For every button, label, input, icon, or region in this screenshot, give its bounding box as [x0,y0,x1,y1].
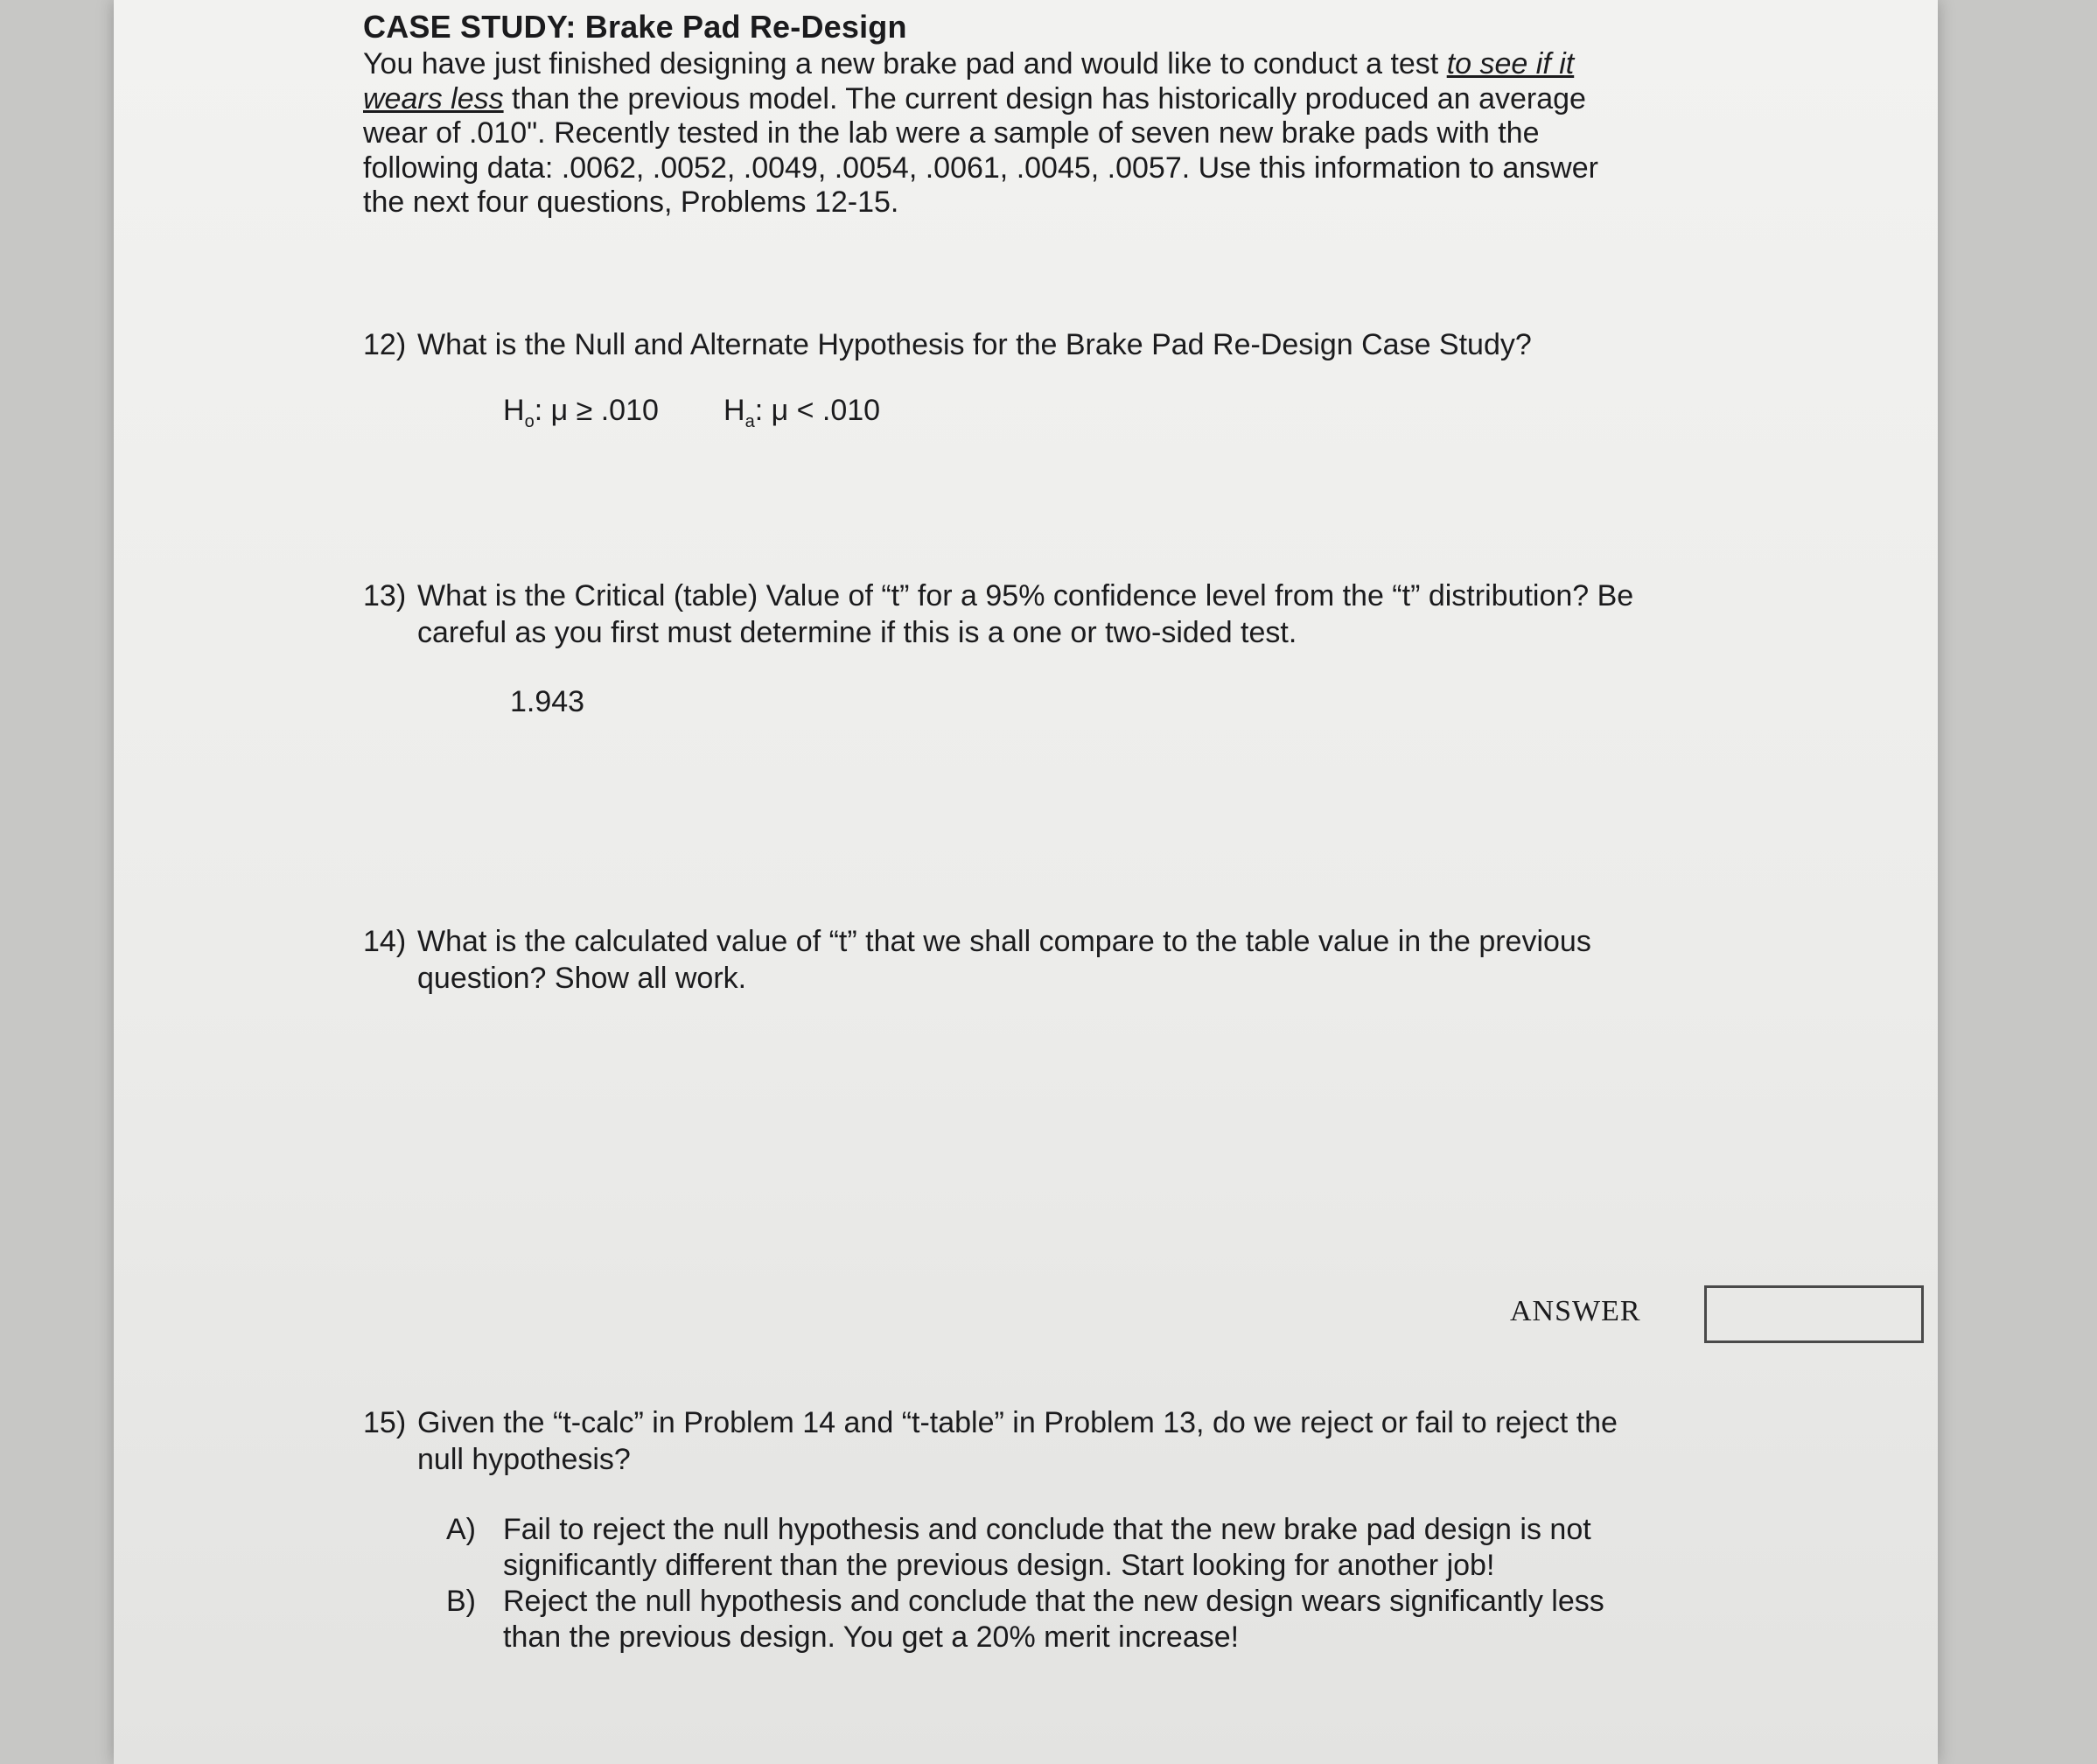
worksheet-content [363,9,1815,1654]
alternate-hypothesis [723,394,880,432]
worksheet-page [114,0,1938,1764]
question-15-text-line2: null hypothesis? [417,1443,631,1476]
null-hypothesis-subscript: o [524,411,535,431]
question-14-text-line1: What is the calculated value of “t” that we shall compare to the table value in the previous [417,925,1591,958]
alternate-hypothesis-symbol: H [723,394,745,427]
question-12-text: What is the Null and Alternate Hypothesis for the Brake Pad Re-Design Case Study? [417,328,1532,361]
question-12-number: 12) [363,328,407,361]
case-study-title: CASE STUDY: Brake Pad Re-Design [363,9,907,45]
null-hypothesis-value: : μ ≥ .010 [534,394,659,427]
answer-label: ANSWER [1510,1295,1641,1327]
question-13 [363,578,1815,651]
question-12 [363,326,1675,363]
intro-text-start: You have just finished designing a new brake pad and would like to conduct a test [363,47,1447,80]
question-14-text-line2: question? Show all work. [417,962,747,995]
option-b-text-line2: than the previous design. You get a 20% merit increase! [503,1620,1240,1654]
option-a-text-line1: Fail to reject the null hypothesis and conclude that the new brake pad design is not [503,1513,1591,1546]
null-hypothesis [503,394,659,432]
answer-box[interactable] [1704,1285,1924,1343]
alternate-hypothesis-value: : μ < .010 [754,394,881,427]
null-hypothesis-symbol: H [503,394,525,427]
question-13-number: 13) [363,579,407,612]
option-b[interactable] [446,1584,1636,1656]
option-a[interactable] [446,1512,1636,1584]
case-study-intro [363,47,1640,220]
intro-emphasis: to see if it wears less [363,47,1575,116]
question-14-number: 14) [363,925,407,958]
option-b-label: B) [446,1585,476,1618]
question-13-text-line1: What is the Critical (table) Value of “t” for a 95% confidence level from the “t” distribution? Be [417,579,1634,612]
option-b-text-line1: Reject the null hypothesis and conclude that the new design wears significantly less [503,1585,1604,1618]
question-13-answer: 1.943 [510,685,585,718]
question-15-number: 15) [363,1406,407,1439]
question-14 [363,923,1780,997]
alternate-hypothesis-subscript: a [744,411,755,431]
option-a-label: A) [446,1513,476,1546]
intro-text-end: than the previous model. The current design has historically produced an average wear of .010". Recently tested in the lab were a sample of seven new brake pads with the following data: .0062, .0052, .0049, .0054, .0061, .0045, .0057. Use this information to answer the next four questions, Problems 12-15. [363,81,1598,219]
question-15 [363,1404,1780,1478]
question-13-text-line2: careful as you first must determine if this is a one or two-sided test. [417,616,1297,649]
question-15-text-line1: Given the “t-calc” in Problem 14 and “t-table” in Problem 13, do we reject or fail to reject the [417,1406,1618,1439]
option-a-text-line2: significantly different than the previous design. Start looking for another job! [503,1549,1495,1582]
